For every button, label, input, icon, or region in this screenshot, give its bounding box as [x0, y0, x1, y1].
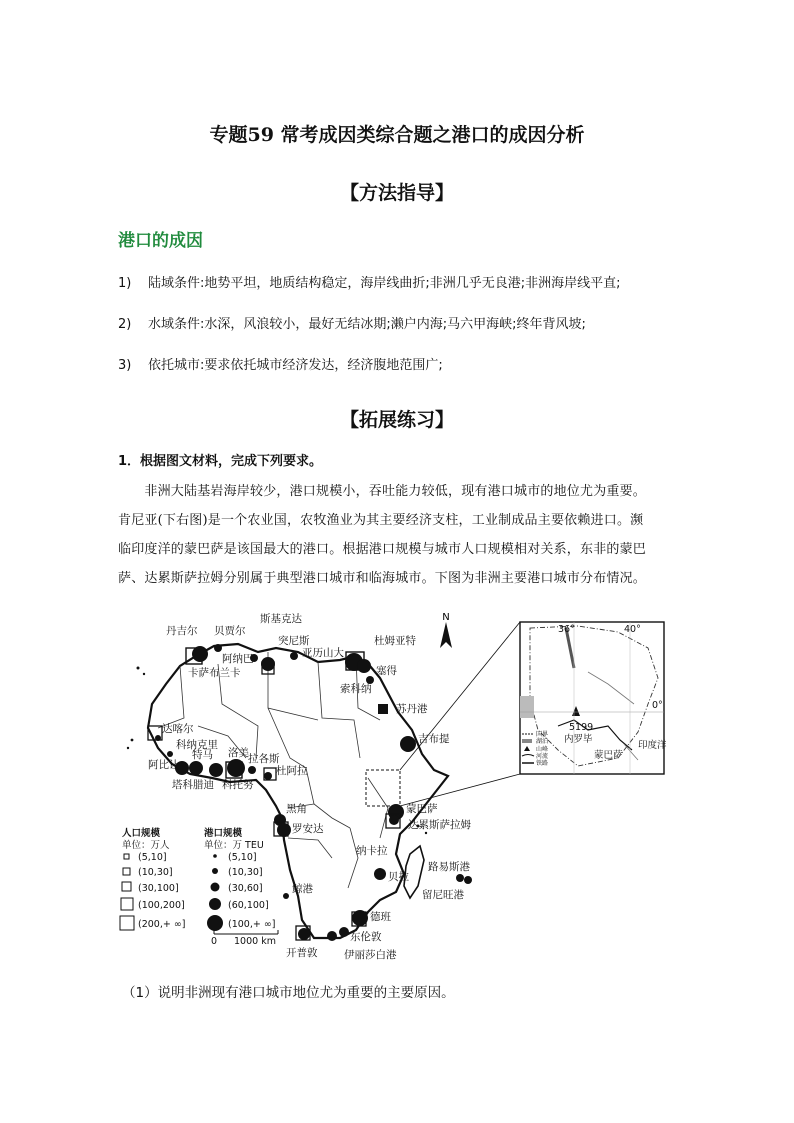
city-label: 斯基克达: [260, 613, 302, 625]
condition-text: 水域条件:水深，风浪较小，最好无结冰期;濑户内海;马六甲海峡;终年背风坡;: [148, 317, 586, 332]
inset-legend-item: 铁路: [536, 760, 549, 767]
condition-item: [118, 272, 621, 291]
city-label: 黑角: [286, 803, 307, 815]
inset-lon-label: 36°: [558, 624, 575, 635]
city-label: 路易斯港: [428, 861, 470, 873]
city-label: 贝贾尔: [214, 625, 246, 637]
inset-lat-label: 0°: [652, 700, 663, 711]
north-arrow-icon: [440, 612, 452, 648]
method-heading: 【方法指导】: [339, 182, 454, 204]
inset-legend-item: 国界: [536, 731, 549, 738]
legend-pop-unit: 单位：万人: [122, 840, 170, 851]
city-label: 丹吉尔: [166, 625, 198, 637]
city-label: 留尼旺港: [422, 889, 464, 901]
legend-port-range: (10,30]: [228, 867, 263, 878]
inset-city-label: 蒙巴萨: [594, 750, 623, 761]
inset-legend-item: 河流: [536, 753, 549, 760]
legend-pop-range: (200,+ ∞]: [138, 919, 186, 930]
africa-port-map: [118, 608, 680, 964]
condition-item: [118, 313, 586, 332]
city-label: 塞得: [376, 665, 397, 677]
city-label: 拉各斯: [248, 753, 280, 765]
condition-number: 2): [118, 317, 132, 332]
legend-port-range: (5,10]: [228, 852, 257, 863]
city-label: 阿纳巴: [222, 653, 254, 665]
scale-zero: 0: [211, 936, 218, 947]
north-label: N: [442, 612, 450, 623]
city-label: 鲸港: [292, 883, 313, 895]
city-label: 伊丽莎白港: [344, 949, 397, 961]
city-label: 科纳克里: [176, 739, 218, 751]
scale-label: 1000 km: [234, 936, 276, 947]
city-label: 苏丹港: [396, 703, 428, 715]
city-label: 杜阿拉: [276, 765, 308, 777]
legend-port-unit: 单位：万 TEU: [204, 840, 264, 851]
legend-pop-title: 人口规模: [122, 828, 161, 839]
legend-port-title: 港口规模: [204, 828, 243, 839]
city-label: 塔科腊迪: [172, 779, 214, 791]
legend-pop-range: (100,200]: [138, 900, 185, 911]
section-heading: 港口的成因: [118, 231, 203, 251]
question-paragraph: [118, 477, 680, 593]
inset-connector: [400, 622, 520, 770]
city-label: 科托努: [222, 779, 254, 791]
condition-item: [118, 354, 443, 373]
practice-heading: 【拓展练习】: [339, 409, 454, 431]
inset-legend-item: 湖泊: [536, 738, 549, 745]
legend-port-range: (60,100]: [228, 900, 269, 911]
inset-city-label: 内罗毕: [564, 734, 593, 745]
city-label: 亚历山大: [302, 647, 344, 659]
city-label: 蒙巴萨: [406, 803, 438, 815]
city-label: 特马: [192, 749, 213, 761]
city-label: 索科纳: [340, 683, 372, 695]
city-label: 达喀尔: [162, 723, 194, 735]
legend-port-range: (30,60]: [228, 883, 263, 894]
inset-ocean-label: 印度洋: [638, 740, 667, 751]
city-label: 达累斯萨拉姆: [408, 819, 471, 831]
sub-question: （1）说明非洲现有港口城市地位尤为重要的主要原因。: [122, 985, 455, 1001]
condition-text: 陆域条件:地势平坦，地质结构稳定，海岸线曲折;非洲几乎无良港;非洲海岸线平直;: [148, 276, 621, 291]
inset-peak-label: 5199: [569, 722, 594, 733]
city-label: 开普敦: [286, 947, 318, 959]
legend-pop-range: (10,30]: [138, 867, 173, 878]
condition-text: 依托城市:要求依托城市经济发达，经济腹地范围广;: [148, 358, 443, 373]
question-stem: 1．根据图文材料，完成下列要求。: [118, 454, 323, 469]
paragraph-line: 萨、达累斯萨拉姆分别属于典型港口城市和临海城市。下图为非洲主要港口城市分布情况。: [118, 571, 647, 586]
condition-number: 3): [118, 358, 132, 373]
map-legend: [120, 827, 278, 947]
city-label: 东伦敦: [350, 931, 382, 943]
city-label: 罗安达: [292, 823, 324, 835]
paragraph-line: 非洲大陆基岩海岸较少，港口规模小，吞吐能力较低，现有港口城市的地位尤为重要。: [118, 484, 647, 499]
city-label: 德班: [370, 911, 391, 923]
inset-lon-label: 40°: [624, 624, 641, 635]
inset-legend-item: 山峰: [536, 746, 549, 753]
city-label: 吉布提: [418, 733, 450, 745]
legend-pop-range: (5,10]: [138, 852, 167, 863]
city-label: 卡萨布兰卡: [188, 667, 241, 679]
paragraph-line: 临印度洋的蒙巴萨是该国最大的港口。根据港口规模与城市人口规模相对关系，东非的蒙巴: [118, 542, 647, 557]
city-label: 突尼斯: [278, 635, 310, 647]
city-label: 阿比让: [148, 759, 180, 771]
city-label: 洛美: [228, 747, 249, 759]
condition-number: 1): [118, 276, 132, 291]
city-label: 贝拉: [388, 871, 409, 883]
city-label: 杜姆亚特: [374, 635, 416, 647]
paragraph-line: 肯尼亚(下右图)是一个农业国，农牧渔业为其主要经济支柱，工业制成品主要依赖进口。濒: [118, 513, 644, 528]
legend-port-range: (100,+ ∞]: [228, 919, 276, 930]
legend-pop-range: (30,100]: [138, 883, 179, 894]
page-title: 专题59 常考成因类综合题之港口的成因分析: [209, 124, 585, 146]
city-label: 纳卡拉: [356, 845, 388, 857]
